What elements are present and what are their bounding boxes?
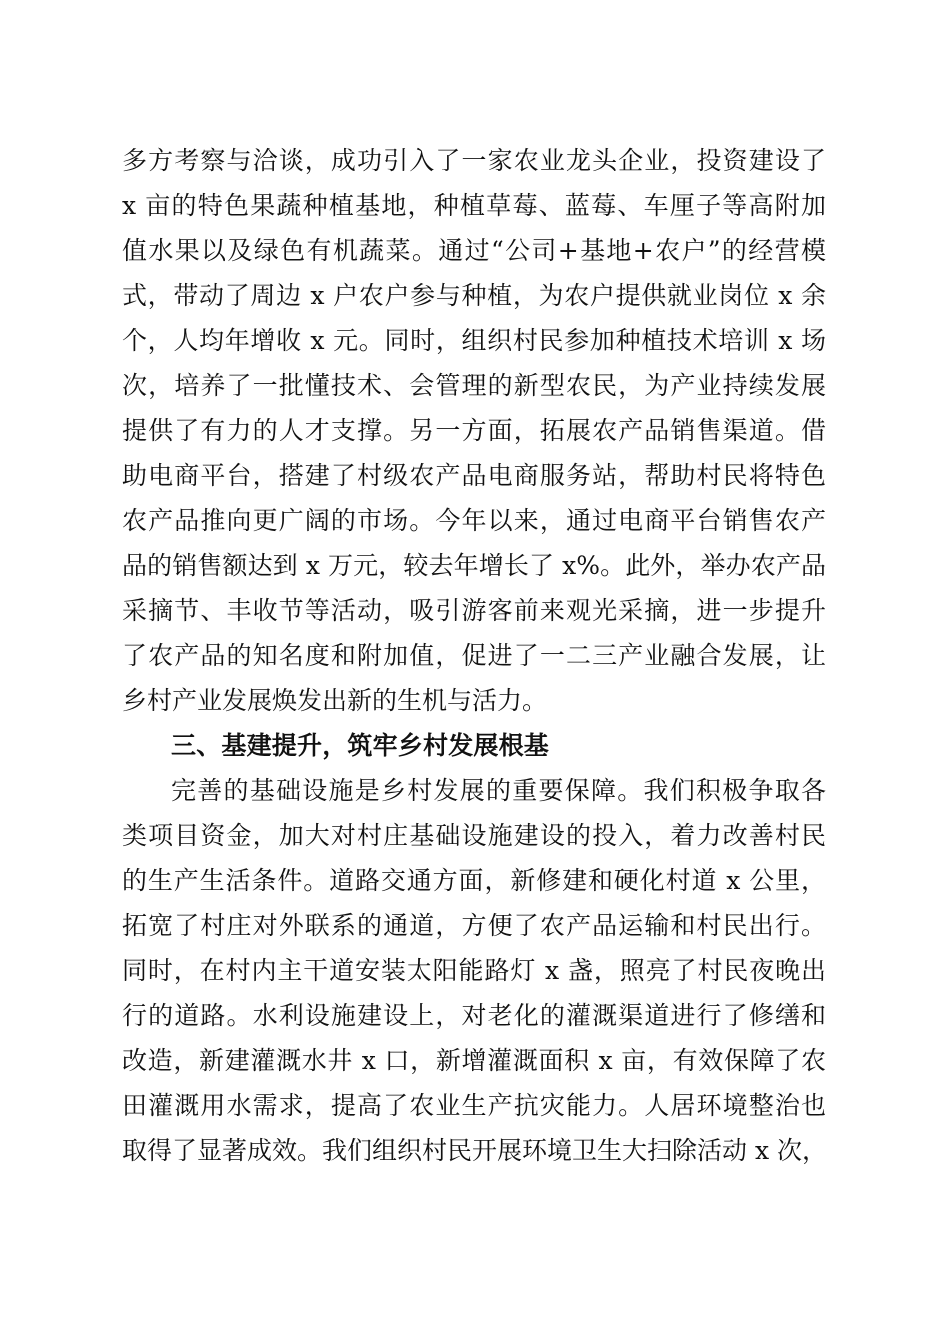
body-text-line: 类项目资金，加大对村庄基础设施建设的投入，着力改善村民 [122, 821, 826, 850]
body-text-line: x 亩的特色果蔬种植基地，种植草莓、蓝莓、车厘子等高附加 [122, 191, 826, 220]
body-text-line: 改造，新建灌溉水井 x 口，新增灌溉面积 x 亩，有效保障了农 [122, 1046, 826, 1075]
body-text-line: 农产品推向更广阔的市场。今年以来，通过电商平台销售农产 [122, 506, 826, 535]
body-text-line: 多方考察与洽谈，成功引入了一家农业龙头企业，投资建设了 [122, 146, 826, 175]
section-heading: 三、基建提升，筑牢乡村发展根基 [171, 731, 550, 760]
body-text-line: 了农产品的知名度和附加值，促进了一二三产业融合发展，让 [122, 641, 826, 670]
body-text-line: 田灌溉用水需求，提高了农业生产抗灾能力。人居环境整治也 [122, 1091, 826, 1120]
body-text-line: 次，培养了一批懂技术、会管理的新型农民，为产业持续发展 [122, 371, 826, 400]
body-text-line: 个，人均年增收 x 元。同时，组织村民参加种植技术培训 x 场 [122, 326, 826, 355]
body-text-line: 品的销售额达到 x 万元，较去年增长了 x%。此外，举办农产品 [122, 551, 826, 580]
body-text-line: 采摘节、丰收节等活动，吸引游客前来观光采摘，进一步提升 [122, 596, 826, 625]
body-text-line: 值水果以及绿色有机蔬菜。通过“公司+基地+农户”的经营模 [122, 236, 826, 265]
body-text-line: 取得了显著成效。我们组织村民开展环境卫生大扫除活动 x 次， [122, 1136, 827, 1165]
body-text-line: 乡村产业发展焕发出新的生机与活力。 [122, 686, 548, 715]
body-text-line: 行的道路。水利设施建设上，对老化的灌溉渠道进行了修缮和 [122, 1001, 826, 1030]
body-text-line: 的生产生活条件。道路交通方面，新修建和硬化村道 x 公里， [122, 866, 826, 895]
body-text-line: 式，带动了周边 x 户农户参与种植，为农户提供就业岗位 x 余 [122, 281, 826, 310]
body-text-line: 助电商平台，搭建了村级农产品电商服务站，帮助村民将特色 [122, 461, 826, 490]
body-text-line: 同时，在村内主干道安装太阳能路灯 x 盏，照亮了村民夜晚出 [122, 956, 826, 985]
body-text-line: 完善的基础设施是乡村发展的重要保障。我们积极争取各 [171, 776, 826, 805]
body-text-line: 拓宽了村庄对外联系的通道，方便了农产品运输和村民出行。 [122, 911, 826, 940]
body-text-line: 提供了有力的人才支撑。另一方面，拓展农产品销售渠道。借 [122, 416, 826, 445]
